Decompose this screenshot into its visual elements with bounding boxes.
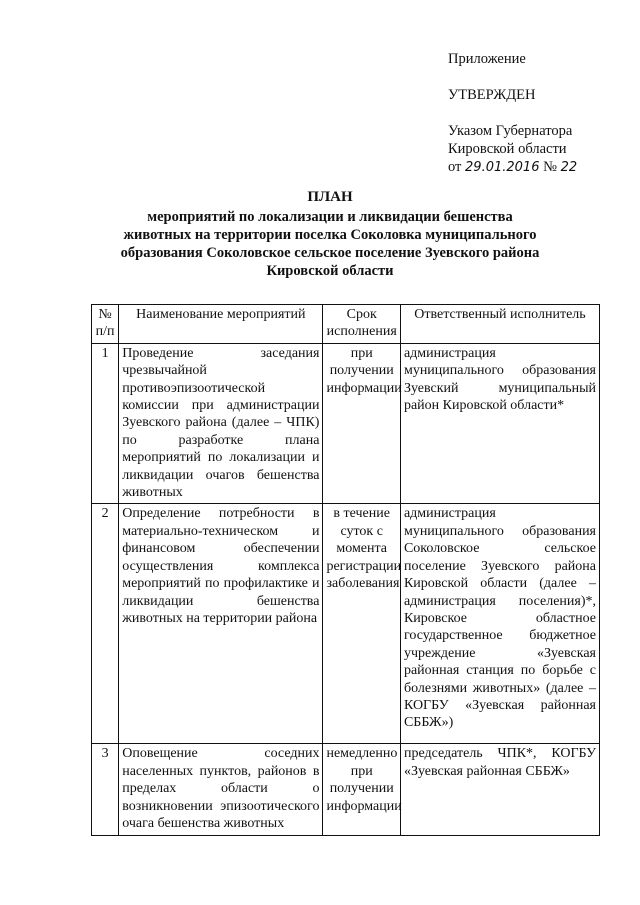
date-prefix: от — [448, 159, 462, 175]
row-responsible: председатель ЧПК*, КОГБУ «Зуевская районная СББЖ» — [400, 744, 599, 835]
title-line-4: Кировской области — [266, 263, 394, 279]
number-prefix: № — [543, 159, 557, 175]
handwritten-number: 22 — [560, 160, 578, 175]
decree-line-1: Указом Губернатора — [448, 123, 573, 139]
table-row — [92, 343, 600, 504]
header-term: Срок исполнения — [323, 305, 401, 344]
row-term: в течение суток с момента регистрации заболевания — [323, 504, 401, 744]
row-num: 2 — [92, 504, 119, 744]
title-main: ПЛАН — [307, 189, 353, 205]
table-row — [92, 504, 600, 744]
decree-date-line — [448, 158, 577, 177]
title-line-1: мероприятий по локализации и ликвидации бешенства — [147, 209, 513, 225]
approved-label: УТВЕРЖДЕН — [448, 87, 536, 103]
document-title — [96, 188, 564, 280]
approval-block — [448, 50, 577, 177]
appendix-label: Приложение — [448, 51, 526, 67]
plan-table — [91, 304, 600, 836]
row-term: при получении информации — [323, 343, 401, 504]
decree-line-2: Кировской области — [448, 141, 567, 157]
handwritten-date: 29.01.2016 — [465, 160, 540, 175]
title-line-2: животных на территории поселка Соколовка муниципального — [123, 227, 537, 243]
row-term: немедленно при получении информации — [323, 744, 401, 835]
header-responsible: Ответственный исполнитель — [400, 305, 599, 344]
header-name: Наименование мероприятий — [119, 305, 323, 344]
row-name: Оповещение соседних населенных пунктов, районов в пределах области о возникновении эпизоотического очага бешенства животных — [119, 744, 323, 835]
header-num: № п/п — [92, 305, 119, 344]
row-num: 3 — [92, 744, 119, 835]
table-header-row — [92, 305, 600, 344]
row-num: 1 — [92, 343, 119, 504]
row-name: Определение потребности в материально-техническом и финансовом обеспечении осуществления комплекса мероприятий по профилактике и ликвидации бешенства животных на территории района — [119, 504, 323, 744]
title-line-3: образования Соколовское сельское поселение Зуевского района — [120, 245, 540, 261]
row-responsible: администрация муниципального образования Соколовское сельское поселение Зуевского района Кировской области (далее – администрация поселения)*, Кировское областное государственное бюджетное учреждение «Зуевская районная станция по борьбе с болезнями животных» (далее – КОГБУ «Зуевская районная СББЖ») — [400, 504, 599, 744]
row-responsible: администрация муниципального образования Зуевский муниципальный район Кировской области* — [400, 343, 599, 504]
row-name: Проведение заседания чрезвычайной противоэпизоотической комиссии при администрации Зуевского района (далее – ЧПК) по разработке плана мероприятий по локализации и ликвидации очагов бешенства животных — [119, 343, 323, 504]
table-row — [92, 744, 600, 835]
